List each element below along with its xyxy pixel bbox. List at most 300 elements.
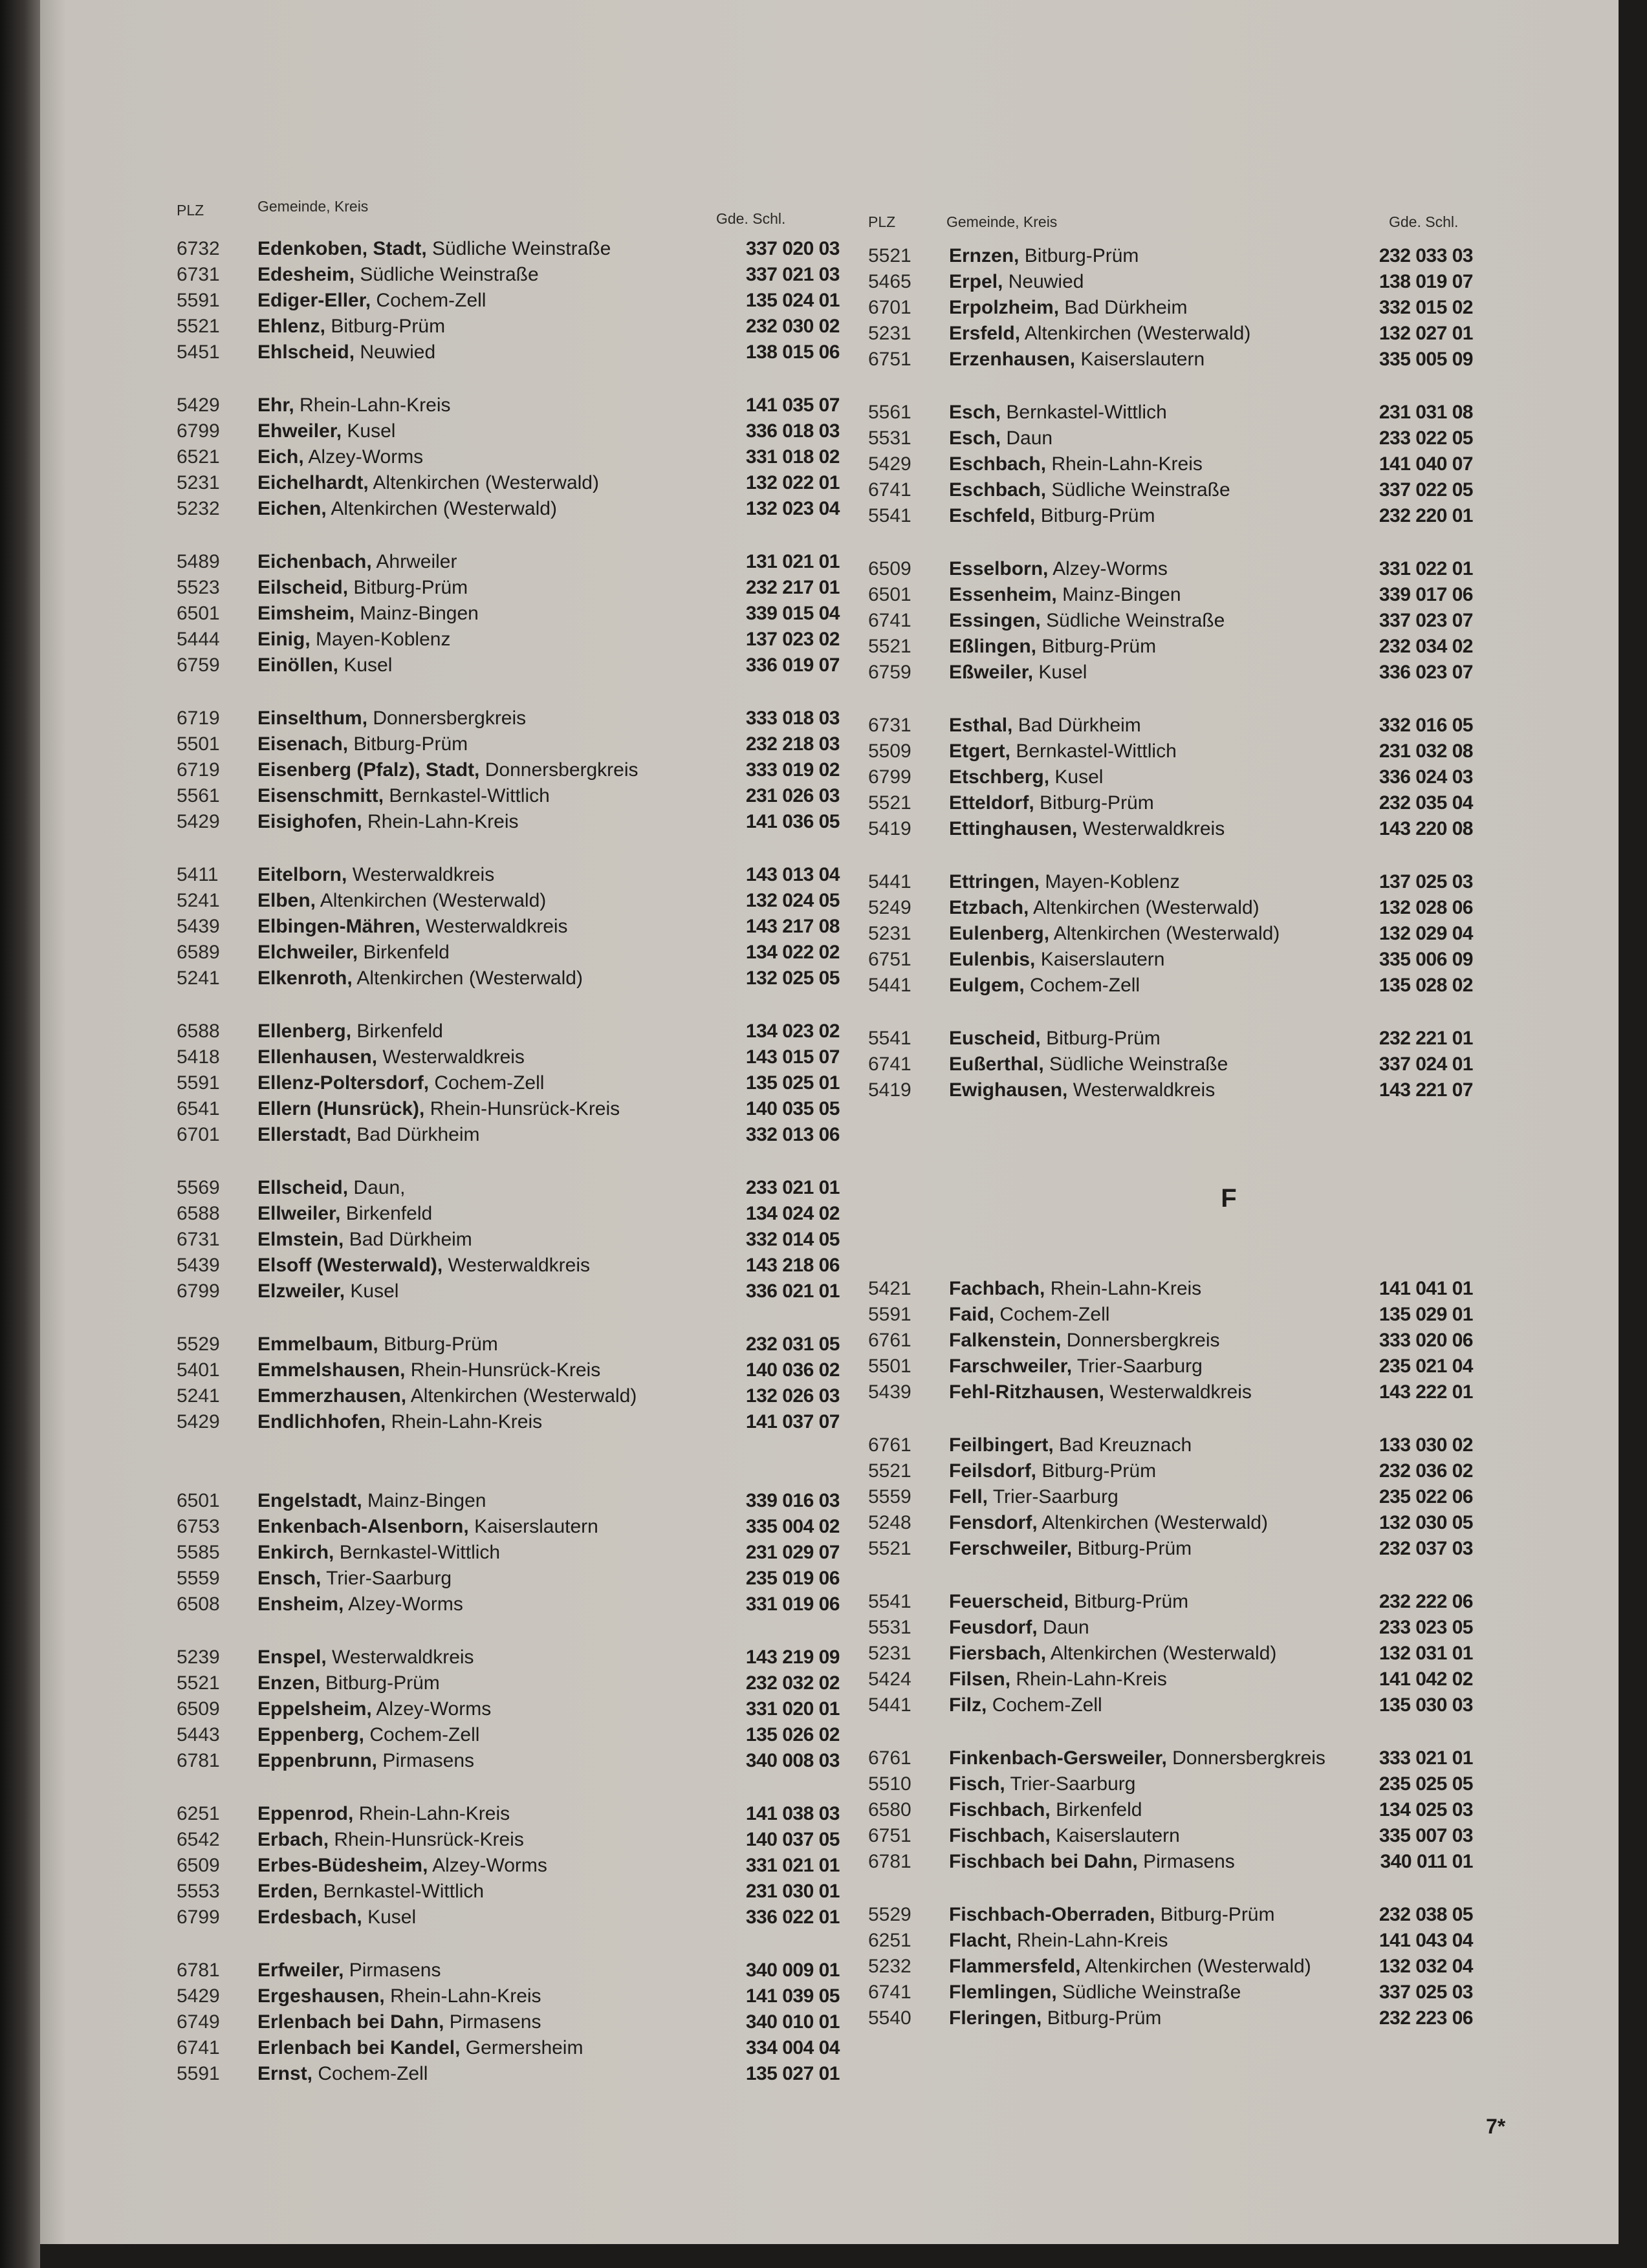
municipality-name: Elben,: [257, 890, 316, 911]
postal-code: 5232: [177, 498, 220, 519]
list-item: [868, 713, 1473, 739]
list-item: [868, 869, 1473, 895]
postal-code: 5429: [177, 394, 220, 416]
municipality: [949, 1771, 1135, 1797]
municipality-code: 134 024 02: [745, 1203, 840, 1224]
district-name: Alzey-Worms: [376, 1698, 492, 1720]
district-name: Westerwaldkreis: [332, 1647, 474, 1668]
list-item: [868, 321, 1473, 347]
district-name: Bernkastel-Wittlich: [323, 1881, 485, 1902]
municipality-name: Emmelbaum,: [257, 1334, 378, 1355]
postal-code: 6731: [868, 715, 911, 736]
district-name: Rhein-Lahn-Kreis: [1016, 1669, 1167, 1690]
municipality-code: 332 016 05: [1379, 715, 1473, 736]
municipality-code: 332 014 05: [745, 1229, 840, 1250]
list-item: [177, 1905, 840, 1930]
municipality-code: 332 013 06: [745, 1124, 840, 1145]
municipality: [257, 653, 392, 678]
postal-code: 5443: [177, 1724, 220, 1745]
municipality-code: 340 011 01: [1380, 1851, 1473, 1872]
municipality-code: 143 220 08: [1379, 818, 1473, 839]
municipality-code: 231 032 08: [1379, 740, 1473, 762]
postal-code: 6501: [177, 603, 220, 624]
postal-code: 6732: [177, 238, 220, 259]
entry-group: [868, 1432, 1473, 1589]
municipality-name: Einöllen,: [257, 654, 339, 676]
column-left: [177, 236, 840, 2114]
list-item: [868, 1379, 1473, 1405]
municipality-name: Ellscheid,: [257, 1177, 349, 1198]
municipality-code: 337 024 01: [1379, 1053, 1473, 1075]
municipality: [257, 1227, 472, 1253]
entry-group: [868, 400, 1473, 556]
municipality-name: Ediger-Eller,: [257, 290, 371, 311]
list-item: [177, 1044, 840, 1070]
municipality: [949, 713, 1141, 739]
municipality: [257, 314, 445, 340]
municipality-name: Erpel,: [949, 271, 1003, 292]
postal-code: 6741: [868, 1982, 911, 2003]
municipality-code: 138 015 06: [745, 341, 840, 363]
district-name: Bitburg-Prüm: [1046, 1028, 1161, 1049]
district-name: Bitburg-Prüm: [1074, 1591, 1189, 1612]
municipality-code: 335 007 03: [1379, 1825, 1473, 1846]
municipality: [949, 1077, 1215, 1103]
municipality-name: Etteldorf,: [949, 792, 1034, 814]
municipality: [257, 2009, 541, 2035]
municipality-code: 235 019 06: [745, 1568, 840, 1589]
municipality-name: Feilsdorf,: [949, 1460, 1037, 1482]
district-name: Bitburg-Prüm: [325, 1672, 440, 1694]
municipality-code: 141 039 05: [745, 1985, 840, 2007]
header-gemeinde-left: Gemeinde, Kreis: [257, 198, 369, 215]
municipality-name: Fensdorf,: [949, 1512, 1038, 1533]
municipality: [949, 790, 1154, 816]
municipality: [949, 921, 1280, 947]
municipality-code: 232 217 01: [745, 577, 840, 598]
postal-code: 5540: [868, 2007, 911, 2029]
list-item: [177, 1019, 840, 1044]
municipality-code: 232 036 02: [1379, 1460, 1473, 1482]
list-item: [177, 1488, 840, 1514]
district-name: Kusel: [1054, 766, 1104, 788]
municipality: [949, 947, 1164, 973]
postal-code: 5419: [868, 1079, 911, 1101]
municipality-name: Ersfeld,: [949, 323, 1021, 344]
municipality-code: 336 019 07: [745, 654, 840, 676]
district-name: Mainz-Bingen: [367, 1490, 486, 1511]
postal-code: 5521: [868, 1538, 911, 1559]
municipality: [257, 809, 518, 835]
entry-group: [177, 862, 840, 1019]
municipality-code: 135 029 01: [1379, 1304, 1473, 1325]
municipality-code: 138 019 07: [1379, 271, 1473, 292]
district-name: Rhein-Hunsrück-Kreis: [334, 1829, 524, 1850]
district-name: Bernkastel-Wittlich: [339, 1542, 501, 1563]
municipality-name: Einselthum,: [257, 707, 368, 729]
municipality-code: 132 028 06: [1379, 897, 1473, 918]
municipality-name: Fischbach bei Dahn,: [949, 1851, 1138, 1872]
municipality-name: Erzenhausen,: [949, 349, 1076, 370]
municipality: [257, 444, 423, 470]
entry-group: [177, 1958, 840, 2114]
district-name: Bitburg-Prüm: [1042, 1460, 1157, 1482]
list-item: [868, 1510, 1473, 1536]
list-item: [177, 2009, 840, 2035]
municipality-name: Eulgem,: [949, 975, 1025, 996]
district-name: Cochem-Zell: [376, 290, 486, 311]
district-name: Westerwaldkreis: [448, 1255, 591, 1276]
list-item: [868, 269, 1473, 295]
municipality: [257, 1983, 541, 2009]
municipality-code: 135 028 02: [1379, 975, 1473, 996]
municipality-name: Elkenroth,: [257, 967, 353, 989]
municipality-code: 333 019 02: [745, 759, 840, 781]
municipality-code: 331 020 01: [745, 1698, 840, 1720]
postal-code: 5501: [868, 1355, 911, 1377]
district-name: Altenkirchen (Westerwald): [1085, 1956, 1311, 1977]
municipality-name: Erlenbach bei Dahn,: [257, 2011, 444, 2033]
municipality-name: Fiersbach,: [949, 1643, 1047, 1664]
district-name: Altenkirchen (Westerwald): [1042, 1512, 1268, 1533]
list-item: [177, 783, 840, 809]
district-name: Rhein-Lahn-Kreis: [358, 1803, 510, 1824]
list-item: [868, 1928, 1473, 1954]
municipality-code: 337 022 05: [1379, 479, 1473, 501]
district-name: Donnersbergkreis: [1066, 1330, 1220, 1351]
district-name: Bitburg-Prüm: [1024, 245, 1139, 266]
district-name: Altenkirchen (Westerwald): [356, 967, 583, 989]
municipality: [257, 340, 435, 365]
postal-code: 6509: [177, 1698, 220, 1720]
municipality: [949, 634, 1156, 660]
municipality: [949, 582, 1181, 608]
district-name: Pirmasens: [449, 2011, 541, 2033]
district-name: Bitburg-Prüm: [1042, 636, 1157, 657]
municipality-name: Erlenbach bei Kandel,: [257, 2037, 461, 2058]
district-name: Birkenfeld: [356, 1021, 443, 1042]
municipality-name: Ellerstadt,: [257, 1124, 352, 1145]
list-item: [177, 470, 840, 496]
book-binding: [0, 0, 40, 2268]
municipality: [949, 2005, 1161, 2031]
municipality-code: 339 015 04: [745, 603, 840, 624]
list-item: [177, 1879, 840, 1905]
municipality: [949, 477, 1230, 503]
municipality: [949, 1667, 1167, 1692]
municipality-code: 332 015 02: [1379, 297, 1473, 318]
postal-code: 6781: [868, 1851, 911, 1872]
district-name: Westerwaldkreis: [426, 916, 568, 937]
municipality: [949, 1902, 1274, 1928]
district-name: Trier-Saarburg: [1010, 1773, 1136, 1795]
municipality-name: Enzen,: [257, 1672, 320, 1694]
municipality-name: Esch,: [949, 402, 1001, 423]
municipality: [949, 1510, 1268, 1536]
district-name: Cochem-Zell: [992, 1694, 1102, 1716]
municipality-code: 141 036 05: [745, 811, 840, 832]
district-name: Altenkirchen (Westerwald): [373, 472, 599, 493]
list-item: [868, 347, 1473, 373]
list-item: [868, 739, 1473, 764]
postal-code: 6731: [177, 1229, 220, 1250]
municipality-code: 233 021 01: [745, 1177, 840, 1198]
municipality-code: 132 032 04: [1379, 1956, 1473, 1977]
municipality-code: 235 022 06: [1379, 1486, 1473, 1507]
postal-code: 5585: [177, 1542, 220, 1563]
municipality-name: Fisch,: [949, 1773, 1005, 1795]
municipality: [257, 862, 494, 888]
list-item: [177, 1357, 840, 1383]
list-item: [868, 1615, 1473, 1641]
list-item: [177, 1253, 840, 1279]
postal-code: 6719: [177, 707, 220, 729]
postal-code: 5521: [177, 316, 220, 337]
district-name: Donnersbergkreis: [1172, 1747, 1325, 1769]
postal-code: 5411: [177, 864, 219, 885]
municipality: [257, 1905, 416, 1930]
postal-code: 5401: [177, 1359, 220, 1381]
municipality-name: Fischbach,: [949, 1825, 1051, 1846]
municipality-code: 231 026 03: [745, 785, 840, 806]
postal-code: 5591: [868, 1304, 911, 1325]
municipality-code: 132 023 04: [745, 498, 840, 519]
municipality-code: 334 004 04: [745, 2037, 840, 2058]
municipality-code: 340 008 03: [745, 1750, 840, 1771]
list-item: [177, 549, 840, 575]
municipality-code: 235 021 04: [1379, 1355, 1473, 1377]
district-name: Kusel: [350, 1280, 399, 1302]
municipality: [257, 1019, 443, 1044]
list-item: [868, 556, 1473, 582]
list-item: [868, 1667, 1473, 1692]
postal-code: 5424: [868, 1669, 911, 1690]
municipality: [257, 496, 557, 522]
page-number: 7*: [1486, 2115, 1506, 2138]
list-item: [177, 706, 840, 731]
district-name: Rhein-Lahn-Kreis: [1051, 453, 1203, 475]
list-item: [868, 1432, 1473, 1458]
list-item: [868, 895, 1473, 921]
district-name: Altenkirchen (Westerwald): [1024, 323, 1251, 344]
municipality: [257, 1175, 405, 1201]
municipality-code: 137 025 03: [1379, 871, 1473, 892]
municipality-name: Erfweiler,: [257, 1960, 344, 1981]
municipality-code: 335 005 09: [1379, 349, 1473, 370]
district-name: Rhein-Hunsrück-Kreis: [410, 1359, 601, 1381]
municipality: [257, 1070, 544, 1096]
municipality-name: Enspel,: [257, 1647, 327, 1668]
municipality: [949, 1928, 1168, 1954]
municipality-code: 141 041 01: [1379, 1278, 1473, 1299]
postal-code: 6741: [868, 479, 911, 501]
list-item: [177, 1748, 840, 1774]
municipality: [257, 1279, 398, 1304]
postal-code: 6741: [177, 2037, 220, 2058]
municipality-name: Etgert,: [949, 740, 1011, 762]
municipality-name: Ehlscheid,: [257, 341, 355, 363]
list-item: [177, 966, 840, 991]
postal-code: 5521: [868, 1460, 911, 1482]
municipality: [949, 1026, 1161, 1052]
postal-code: 5510: [868, 1773, 911, 1795]
postal-code: 5241: [177, 967, 220, 989]
municipality: [949, 295, 1187, 321]
district-name: Kusel: [347, 420, 396, 442]
municipality-name: Fehl-Ritzhausen,: [949, 1381, 1105, 1403]
list-item: [177, 2061, 840, 2087]
postal-code: 6741: [868, 610, 911, 631]
district-name: Bad Dürkheim: [356, 1124, 480, 1145]
entry-group: [868, 1276, 1473, 1432]
district-name: Bitburg-Prüm: [1077, 1538, 1192, 1559]
municipality-name: Farschweiler,: [949, 1355, 1073, 1377]
municipality-code: 336 024 03: [1379, 766, 1473, 788]
municipality: [949, 1980, 1241, 2005]
municipality-code: 232 222 06: [1379, 1591, 1473, 1612]
list-item: [177, 314, 840, 340]
district-name: Neuwied: [360, 341, 436, 363]
list-item: [868, 608, 1473, 634]
district-name: Cochem-Zell: [1030, 975, 1140, 996]
municipality-name: Edesheim,: [257, 264, 355, 285]
municipality-code: 336 021 01: [745, 1280, 840, 1302]
municipality-code: 141 035 07: [745, 394, 840, 416]
district-name: Bernkastel-Wittlich: [1006, 402, 1167, 423]
postal-code: 6731: [177, 264, 220, 285]
municipality: [949, 895, 1260, 921]
municipality-name: Erden,: [257, 1881, 318, 1902]
district-name: Alzey-Worms: [308, 446, 424, 468]
list-item: [177, 914, 840, 940]
entry-group: [177, 393, 840, 549]
municipality: [257, 757, 638, 783]
municipality: [949, 1954, 1311, 1980]
municipality-name: Eppenberg,: [257, 1724, 365, 1745]
district-name: Südliche Weinstraße: [1062, 1982, 1241, 2003]
municipality: [257, 1592, 463, 1617]
municipality-code: 140 036 02: [745, 1359, 840, 1381]
municipality: [257, 1645, 474, 1670]
column-right: [868, 243, 1473, 2058]
municipality: [949, 739, 1177, 764]
municipality: [949, 1797, 1142, 1823]
postal-code: 6749: [177, 2011, 220, 2033]
postal-code: 5521: [868, 792, 911, 814]
municipality: [257, 1879, 484, 1905]
postal-code: 6761: [868, 1330, 911, 1351]
list-item: [868, 1589, 1473, 1615]
list-item: [868, 947, 1473, 973]
municipality: [949, 973, 1140, 999]
municipality-code: 232 038 05: [1379, 1904, 1473, 1925]
municipality: [949, 869, 1180, 895]
postal-code: 5529: [868, 1904, 911, 1925]
postal-code: 6751: [868, 949, 911, 970]
postal-code: 5523: [177, 577, 220, 598]
municipality-code: 232 221 01: [1379, 1028, 1473, 1049]
municipality-code: 232 034 02: [1379, 636, 1473, 657]
list-item: [868, 1745, 1473, 1771]
district-name: Altenkirchen (Westerwald): [331, 498, 557, 519]
postal-code: 6761: [868, 1434, 911, 1456]
municipality: [257, 940, 450, 966]
municipality-code: 140 035 05: [745, 1098, 840, 1119]
municipality: [257, 601, 479, 627]
header-plz-left: PLZ: [177, 202, 204, 219]
postal-code: 5559: [177, 1568, 220, 1589]
municipality-name: Filz,: [949, 1694, 987, 1716]
postal-code: 5521: [177, 1672, 220, 1694]
municipality-name: Eisenberg (Pfalz), Stadt,: [257, 759, 480, 781]
district-name: Trier-Saarburg: [992, 1486, 1118, 1507]
municipality: [257, 1696, 491, 1722]
municipality-name: Elsoff (Westerwald),: [257, 1255, 443, 1276]
postal-code: 5561: [868, 402, 911, 423]
municipality-name: Ellenberg,: [257, 1021, 352, 1042]
district-name: Kusel: [1038, 662, 1087, 683]
list-item: [177, 1801, 840, 1827]
municipality-name: Falkenstein,: [949, 1330, 1062, 1351]
municipality: [257, 914, 568, 940]
municipality: [257, 1253, 590, 1279]
list-item: [177, 1983, 840, 2009]
list-item: [868, 1954, 1473, 1980]
municipality-code: 140 037 05: [745, 1829, 840, 1850]
postal-code: 5429: [177, 811, 220, 832]
postal-code: 5441: [868, 1694, 911, 1716]
district-name: Cochem-Zell: [999, 1304, 1110, 1325]
municipality-name: Ellenhausen,: [257, 1046, 378, 1068]
postal-code: 6580: [868, 1799, 911, 1820]
municipality-name: Enkenbach-Alsenborn,: [257, 1516, 469, 1537]
municipality-name: Elchweiler,: [257, 942, 358, 963]
list-item: [177, 288, 840, 314]
municipality: [257, 706, 526, 731]
municipality-code: 335 004 02: [745, 1516, 840, 1537]
municipality: [949, 660, 1087, 686]
municipality: [257, 1409, 542, 1435]
municipality-code: 143 222 01: [1379, 1381, 1473, 1403]
municipality-code: 337 025 03: [1379, 1982, 1473, 2003]
municipality: [949, 1745, 1325, 1771]
municipality-name: Fischbach,: [949, 1799, 1051, 1820]
municipality-code: 333 021 01: [1379, 1747, 1473, 1769]
list-item: [177, 444, 840, 470]
district-name: Altenkirchen (Westerwald): [1053, 923, 1280, 944]
district-name: Altenkirchen (Westerwald): [1050, 1643, 1277, 1664]
municipality-name: Ehlenz,: [257, 316, 326, 337]
municipality: [257, 1748, 474, 1774]
municipality-code: 331 019 06: [745, 1593, 840, 1615]
list-item: [177, 888, 840, 914]
list-item: [177, 1853, 840, 1879]
postal-code: 6781: [177, 1960, 220, 1981]
district-name: Daun,: [353, 1177, 406, 1198]
municipality-name: Flammersfeld,: [949, 1956, 1081, 1977]
list-item: [177, 940, 840, 966]
list-item: [868, 1980, 1473, 2005]
list-item: [868, 1354, 1473, 1379]
list-item: [868, 1328, 1473, 1354]
municipality-code: 141 038 03: [745, 1803, 840, 1824]
district-name: Westerwaldkreis: [1082, 818, 1225, 839]
municipality: [257, 418, 395, 444]
district-name: Bitburg-Prüm: [331, 316, 446, 337]
list-item: [868, 764, 1473, 790]
municipality-name: Fleringen,: [949, 2007, 1042, 2029]
municipality: [257, 1801, 510, 1827]
